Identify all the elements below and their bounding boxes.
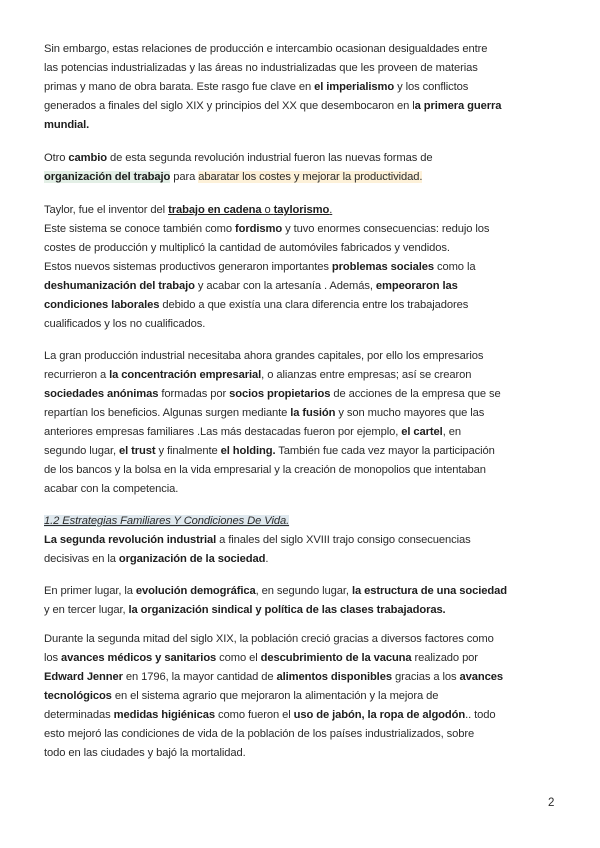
text-line (44, 385, 556, 404)
text-line (44, 366, 556, 385)
text-run: los (44, 652, 62, 664)
text-line (44, 601, 556, 620)
text-run: , en segundo lugar, (255, 585, 352, 597)
text-run: costes de producción y multiplicó la cantidad de automóviles fabricados y vendidos. (44, 242, 450, 254)
text-run: y son mucho mayores que las (335, 407, 485, 419)
page-number: 2 (548, 797, 555, 809)
text-run: recurrieron a (44, 369, 110, 381)
section-estrategias-familiares (44, 512, 556, 569)
text-run: formadas por (158, 388, 230, 400)
text-line (44, 668, 556, 687)
text-run: realizado por (411, 652, 478, 664)
text-run: acabar con la competencia. (44, 483, 179, 495)
text-run: . (265, 553, 269, 565)
bold-text: a primera guerra (414, 100, 502, 112)
text-run: Estos nuevos sistemas productivos generaron importantes (44, 261, 332, 273)
text-line (44, 78, 556, 97)
bold-text: fordismo (235, 223, 283, 235)
text-run: Durante la segunda mitad del siglo XIX, la población creció gracias a diversos factores como (44, 633, 494, 645)
bold-text: socios propietarios (229, 388, 331, 400)
bold-text: la fusión (290, 407, 336, 419)
bold-text: taylorismo (273, 204, 330, 216)
text-line (44, 277, 556, 296)
text-run: como fueron el (215, 709, 294, 721)
bold-text: el cartel (401, 426, 443, 438)
text-run: decisivas en la (44, 553, 119, 565)
text-run: a finales del siglo XVIII trajo consigo consecuencias (216, 534, 471, 546)
highlighted-text: abaratar los costes y mejorar la productividad. (198, 171, 423, 183)
bold-text: empeoraron las (375, 280, 458, 292)
text-line (44, 149, 556, 168)
text-run: cualificados y los no cualificados. (44, 318, 206, 330)
text-run: para (170, 171, 199, 183)
text-line (44, 347, 556, 366)
text-line (44, 687, 556, 706)
bold-text: uso de jabón, la ropa de algodón (293, 709, 466, 721)
highlighted-text: 1.2 Estrategias Familiares Y Condiciones De Vida. (44, 515, 290, 527)
bold-text: cambio (68, 152, 107, 164)
text-line (44, 239, 556, 258)
text-line (44, 531, 556, 550)
text-run: .. todo (465, 709, 496, 721)
text-run: , en (442, 426, 461, 438)
text-line (44, 201, 556, 220)
bold-text: la estructura de una sociedad (351, 585, 507, 597)
text-line (44, 258, 556, 277)
text-run: esto mejoró las condiciones de vida de la población de los países industrializados, sobre (44, 728, 475, 740)
text-run: , o alianzas entre empresas; así se crearon (261, 369, 472, 381)
text-run: debido a que existía una clara diferencia entre los trabajadores (159, 299, 469, 311)
bold-text: la organización sindical y política de las clases trabajadoras. (128, 604, 446, 616)
text-line (44, 725, 556, 744)
text-line (44, 706, 556, 725)
paragraph-concentracion-empresarial (44, 347, 556, 499)
paragraph-taylorismo (44, 201, 556, 334)
text-run: las potencias industrializadas y las áreas no industrializadas que les proveen de materias (44, 62, 478, 74)
text-line (44, 220, 556, 239)
text-run: En primer lugar, la (44, 585, 136, 597)
text-run: repartían los beneficios. Algunas surgen mediante (44, 407, 291, 419)
text-run: en el sistema agrario que mejoraron la alimentación y la mejora de (111, 690, 439, 702)
text-run: Este sistema se conoce también como (44, 223, 236, 235)
text-line (44, 404, 556, 423)
bold-text: deshumanización del trabajo (44, 280, 195, 292)
text-line (44, 315, 556, 334)
text-line (44, 40, 556, 59)
text-line (44, 59, 556, 78)
text-line (44, 442, 556, 461)
text-line (44, 116, 556, 135)
bold-text: condiciones laborales (44, 299, 160, 311)
bold-text: Edward Jenner (44, 671, 123, 683)
text-run: y en tercer lugar, (44, 604, 129, 616)
text-run: La gran producción industrial necesitaba ahora grandes capitales, por ello los empresarios (44, 350, 484, 362)
text-run: . (329, 204, 333, 216)
text-run: de esta segunda revolución industrial fueron las nuevas formas de (106, 152, 433, 164)
text-run: como el (216, 652, 261, 664)
text-run: gracias a los (391, 671, 460, 683)
text-run: y los conflictos (394, 81, 469, 93)
paragraph-imperialismo (44, 40, 556, 135)
bold-text: organización del trabajo (44, 171, 171, 183)
bold-text: organización de la sociedad (118, 553, 266, 565)
paragraph-primer-lugar (44, 582, 556, 620)
text-line (44, 423, 556, 442)
bold-text: el trust (119, 445, 156, 457)
bold-text: trabajo en cadena (168, 204, 262, 216)
text-run: y finalmente (155, 445, 221, 457)
text-line (44, 582, 556, 601)
text-run: en 1796, la mayor cantidad de (122, 671, 277, 683)
text-line (44, 744, 556, 763)
text-line (44, 296, 556, 315)
text-line (44, 550, 556, 569)
text-run: y acabar con la artesanía . Además, (194, 280, 376, 292)
bold-text: el holding. (220, 445, 276, 457)
text-line (44, 461, 556, 480)
bold-text: sociedades anónimas (44, 388, 159, 400)
text-run: determinadas (44, 709, 114, 721)
text-run: como la (433, 261, 476, 273)
bold-text: medidas higiénicas (113, 709, 216, 721)
text-run: anteriores empresas familiares .Las más destacadas fueron por ejemplo, (44, 426, 402, 438)
text-run: y tuvo enormes consecuencias: redujo los (282, 223, 490, 235)
text-line (44, 480, 556, 499)
text-line (44, 512, 556, 531)
text-run: Taylor, fue el inventor del (44, 204, 169, 216)
text-run: También fue cada vez mayor la participación (275, 445, 495, 457)
bold-text: mundial. (44, 119, 90, 131)
text-line (44, 168, 556, 187)
bold-text: La segunda revolución industrial (44, 534, 217, 546)
paragraph-organizacion-trabajo (44, 149, 556, 187)
text-line (44, 630, 556, 649)
bold-text: la concentración empresarial (109, 369, 262, 381)
bold-text: evolución demográfica (135, 585, 256, 597)
bold-text: avances (459, 671, 503, 683)
bold-text: el imperialismo (314, 81, 395, 93)
text-run: todo en las ciudades y bajó la mortalidad. (44, 747, 246, 759)
bold-text: descubrimiento de la vacuna (260, 652, 412, 664)
text-run: Otro (44, 152, 69, 164)
bold-text: avances médicos y sanitarios (61, 652, 217, 664)
text-line (44, 97, 556, 116)
bold-text: problemas sociales (331, 261, 434, 273)
text-run: segundo lugar, (44, 445, 120, 457)
text-run: de acciones de la empresa que se (330, 388, 501, 400)
text-run: Sin embargo, estas relaciones de producción e intercambio ocasionan desigualdades entre (44, 43, 488, 55)
text-run: primas y mano de obra barata. Este rasgo fue clave en (44, 81, 315, 93)
text-run: o (261, 204, 274, 216)
bold-text: tecnológicos (44, 690, 112, 702)
text-run: generados a finales del siglo XIX y principios del XX que desembocaron en l (44, 100, 415, 112)
text-line (44, 649, 556, 668)
paragraph-poblacion (44, 630, 556, 763)
bold-text: alimentos disponibles (276, 671, 392, 683)
text-run: de los bancos y la bolsa en la vida empresarial y la creación de monopolios que intentaban (44, 464, 486, 476)
